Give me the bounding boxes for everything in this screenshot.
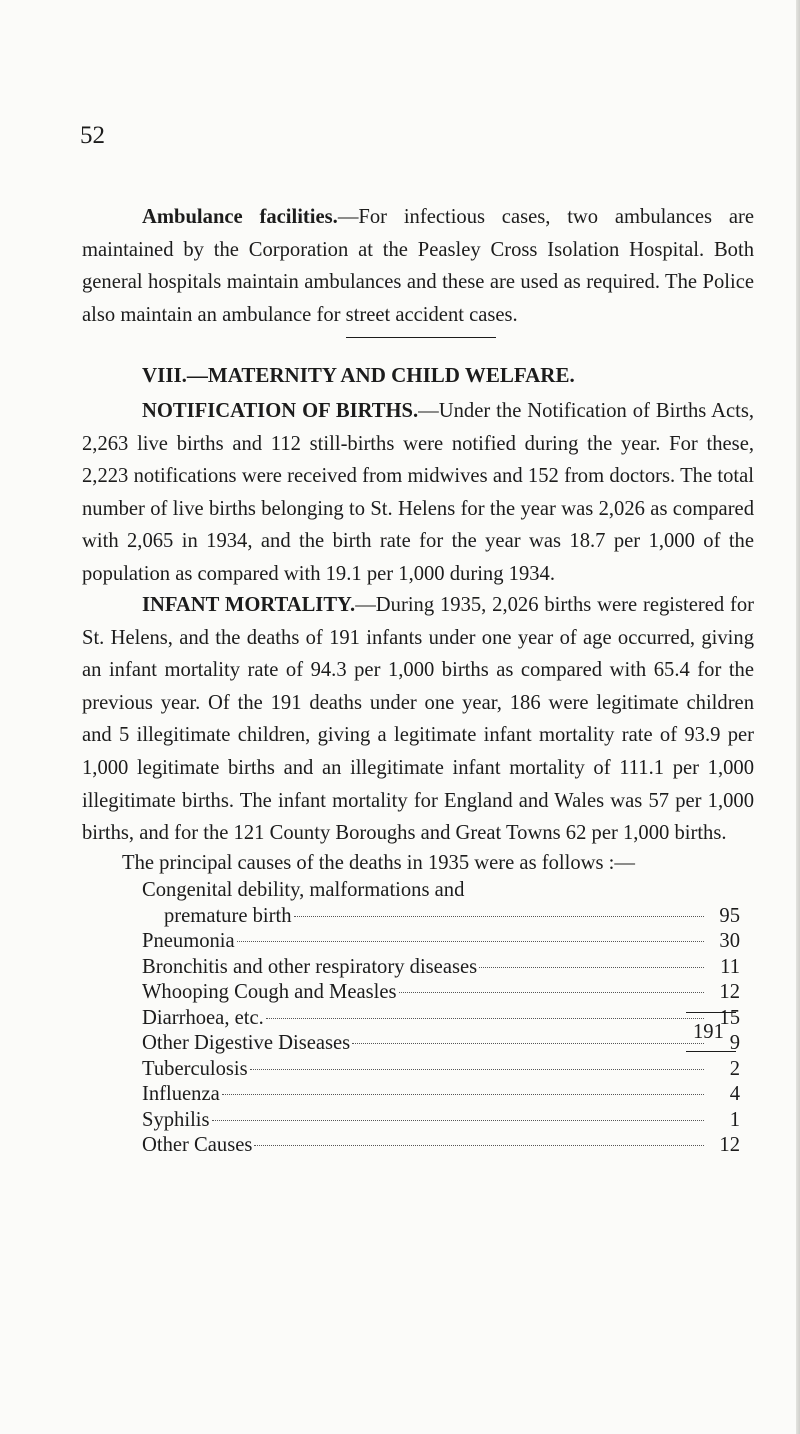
cause-label: Tuberculosis bbox=[142, 1057, 248, 1080]
infant-mortality-text: —During 1935, 2,026 births were registered for St. Helens, and the deaths of 191 infants under one year of age occurred, giving an infant mortality rate of 94.3 per 1,000 births as compared with 65.4 for the previous year. Of the 191 deaths under one year, 186 were legitimate children and 5 illegitimate children, giving a legitimate infant mortality rate of 93.9 per 1,000 legitimate births and an illegitimate infant mortality of 111.1 per 1,000 illegitimate births. The infant mortality for England and Wales was 57 per 1,000 births, and for the 121 County Boroughs and Great Towns 62 per 1,000 births. bbox=[82, 594, 755, 845]
cause-count: 95 bbox=[719, 904, 740, 927]
cause-label: Other Causes bbox=[142, 1134, 253, 1156]
page-edge bbox=[796, 0, 800, 1434]
ambulance-heading: Ambulance facilities. bbox=[142, 206, 338, 228]
cause-label: Diarrhoea, etc. bbox=[142, 1006, 264, 1029]
cause-count: 12 bbox=[719, 981, 740, 1003]
cause-count: 30 bbox=[719, 930, 740, 952]
cause-label: Congenital debility, malformations and bbox=[142, 879, 465, 901]
infant-mortality-heading: INFANT MORTALITY. bbox=[142, 594, 356, 616]
ambulance-text: —For infectious cases, two ambulances are maintained by the Corporation at the Peasley Cross Isolation Hospital. Both general hospitals maintain ambulances and these are used as required. The Police also maintain an ambulance for street accident cases. bbox=[82, 206, 754, 326]
cause-label: Pneumonia bbox=[142, 930, 235, 952]
cause-count: 2 bbox=[729, 1057, 740, 1080]
dot-leader bbox=[352, 1043, 704, 1044]
dot-leader bbox=[237, 941, 704, 942]
cause-label: Bronchitis and other respiratory diseases bbox=[142, 955, 478, 978]
total-rule-bottom bbox=[686, 1051, 736, 1052]
dot-leader bbox=[266, 1018, 704, 1019]
list-item bbox=[142, 878, 740, 904]
dot-leader bbox=[222, 1094, 704, 1095]
cause-count: 12 bbox=[719, 1134, 740, 1156]
list-item bbox=[142, 1133, 740, 1159]
cause-count: 11 bbox=[720, 955, 740, 978]
section-divider bbox=[346, 337, 496, 338]
list-item bbox=[142, 1108, 740, 1134]
cause-label: Influenza bbox=[142, 1083, 220, 1105]
cause-count: 15 bbox=[719, 1006, 740, 1029]
list-item bbox=[142, 904, 740, 930]
list-item bbox=[142, 1057, 740, 1083]
total-count: 191 bbox=[693, 1021, 724, 1043]
causes-intro: The principal causes of the deaths in 1935 were as follows :— bbox=[122, 852, 635, 874]
dot-leader bbox=[212, 1120, 704, 1121]
list-item bbox=[142, 955, 740, 981]
cause-count: 1 bbox=[729, 1108, 740, 1131]
cause-label: Syphilis bbox=[142, 1108, 210, 1131]
causes-list bbox=[142, 878, 740, 1159]
dot-leader bbox=[250, 1069, 704, 1070]
list-item bbox=[142, 1082, 740, 1108]
cause-label: premature birth bbox=[164, 904, 292, 927]
list-item bbox=[142, 1006, 740, 1032]
list-item bbox=[142, 929, 740, 955]
infant-mortality-paragraph bbox=[82, 589, 754, 850]
cause-count: 4 bbox=[729, 1083, 740, 1105]
births-paragraph bbox=[82, 395, 754, 591]
dot-leader bbox=[479, 967, 704, 968]
ambulance-paragraph bbox=[82, 201, 754, 331]
cause-label: Other Digestive Diseases bbox=[142, 1032, 351, 1054]
dot-leader bbox=[399, 992, 704, 993]
list-item bbox=[142, 1031, 740, 1057]
page-number: 52 bbox=[80, 122, 105, 149]
births-heading: NOTIFICATION OF BIRTHS. bbox=[142, 400, 419, 422]
section-heading: VIII.—MATERNITY AND CHILD WELFARE. bbox=[142, 363, 575, 387]
dot-leader bbox=[254, 1145, 704, 1146]
cause-count: 9 bbox=[729, 1032, 740, 1054]
total-rule-top bbox=[686, 1012, 736, 1013]
births-text: —Under the Notification of Births Acts, 2,263 live births and 112 still-births were notified during the year. For these, 2,223 notifications were received from midwives and 152 from doctors. The total number of live births belonging to St. Helens for the year was 2,026 as compared with 2,065 in 1934, and the birth rate for the year was 18.7 per 1,000 of the population as compared with 19.1 per 1,000 during 1934. bbox=[82, 400, 755, 585]
list-item bbox=[142, 980, 740, 1006]
dot-leader bbox=[294, 916, 704, 917]
cause-label: Whooping Cough and Measles bbox=[142, 981, 397, 1003]
